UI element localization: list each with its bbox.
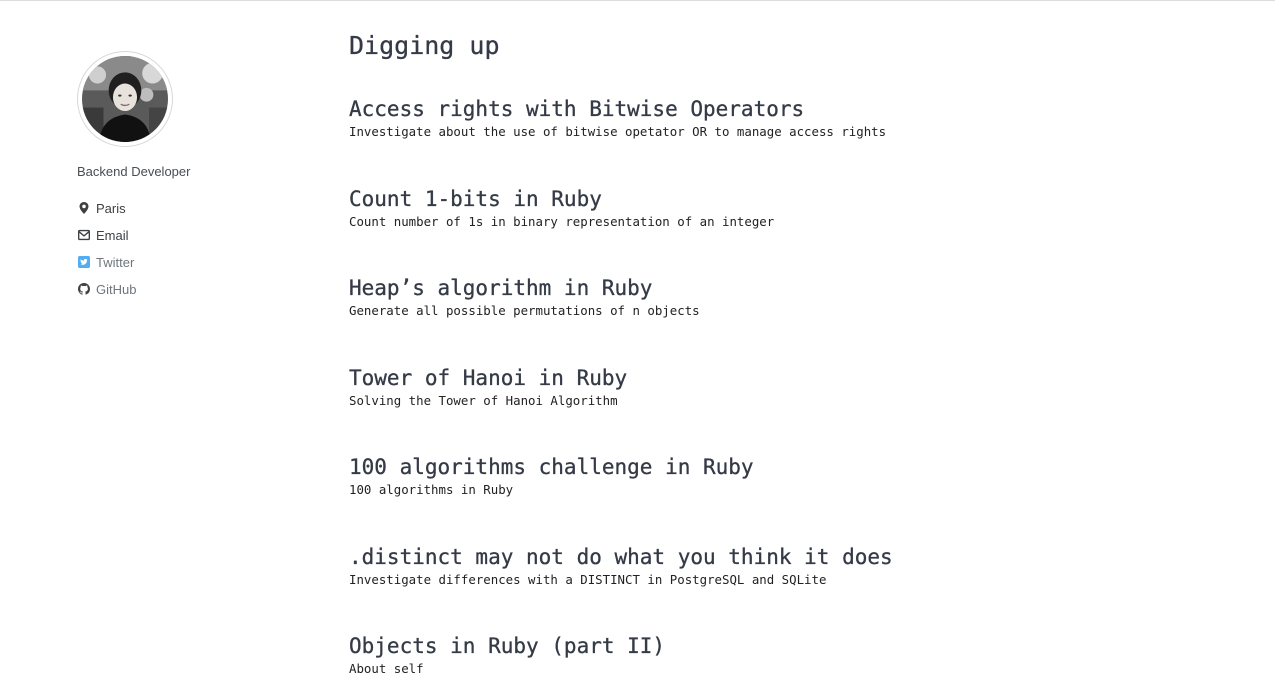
github-icon — [77, 282, 91, 296]
post-title-link[interactable]: Objects in Ruby (part II) — [349, 634, 666, 658]
list-item — [349, 633, 1229, 685]
post-title-link[interactable]: Tower of Hanoi in Ruby — [349, 365, 628, 390]
email-link[interactable] — [77, 226, 307, 244]
main-content — [349, 29, 1229, 685]
list-item — [349, 454, 1229, 544]
post-excerpt: About self — [349, 661, 424, 676]
post-excerpt: Count number of 1s in binary representation of an integer — [349, 213, 775, 229]
github-link[interactable] — [77, 280, 307, 298]
post-title-link[interactable]: Count 1-bits in Ruby — [349, 186, 602, 211]
list-item — [349, 365, 1229, 455]
author-sidebar — [77, 51, 307, 307]
email-label[interactable]: Email — [96, 227, 129, 243]
post-title-link[interactable]: Access rights with Bitwise Operators — [349, 97, 805, 121]
list-item — [349, 275, 1229, 365]
post-excerpt: Generate all possible permutations of n objects — [349, 303, 700, 318]
envelope-icon — [77, 228, 91, 242]
post-list — [349, 96, 1229, 685]
github-label[interactable]: GitHub — [96, 281, 137, 297]
location-label: Paris — [96, 200, 126, 216]
location-item — [77, 199, 307, 217]
post-title-link[interactable]: .distinct may not do what you think it does — [349, 544, 893, 569]
post-title-link[interactable]: 100 algorithms challenge in Ruby — [349, 455, 754, 479]
post-excerpt: 100 algorithms in Ruby — [349, 482, 514, 497]
post-excerpt: Solving the Tower of Hanoi Algorithm — [349, 392, 618, 408]
list-item — [349, 186, 1229, 276]
avatar — [77, 51, 173, 147]
twitter-icon — [77, 255, 91, 269]
page-title: Digging up — [349, 31, 500, 60]
post-title-link[interactable]: Heap’s algorithm in Ruby — [349, 276, 653, 300]
post-excerpt: Investigate differences with a DISTINCT in PostgreSQL and SQLite — [349, 571, 827, 587]
twitter-link[interactable] — [77, 253, 307, 271]
map-marker-icon — [77, 201, 91, 215]
twitter-label[interactable]: Twitter — [96, 254, 135, 270]
list-item — [349, 96, 1229, 186]
list-item — [349, 544, 1229, 634]
author-links — [77, 199, 307, 298]
avatar-photo — [82, 56, 168, 142]
post-excerpt: Investigate about the use of bitwise opetator OR to manage access rights — [349, 124, 887, 139]
author-bio: Backend Developer — [77, 164, 191, 179]
